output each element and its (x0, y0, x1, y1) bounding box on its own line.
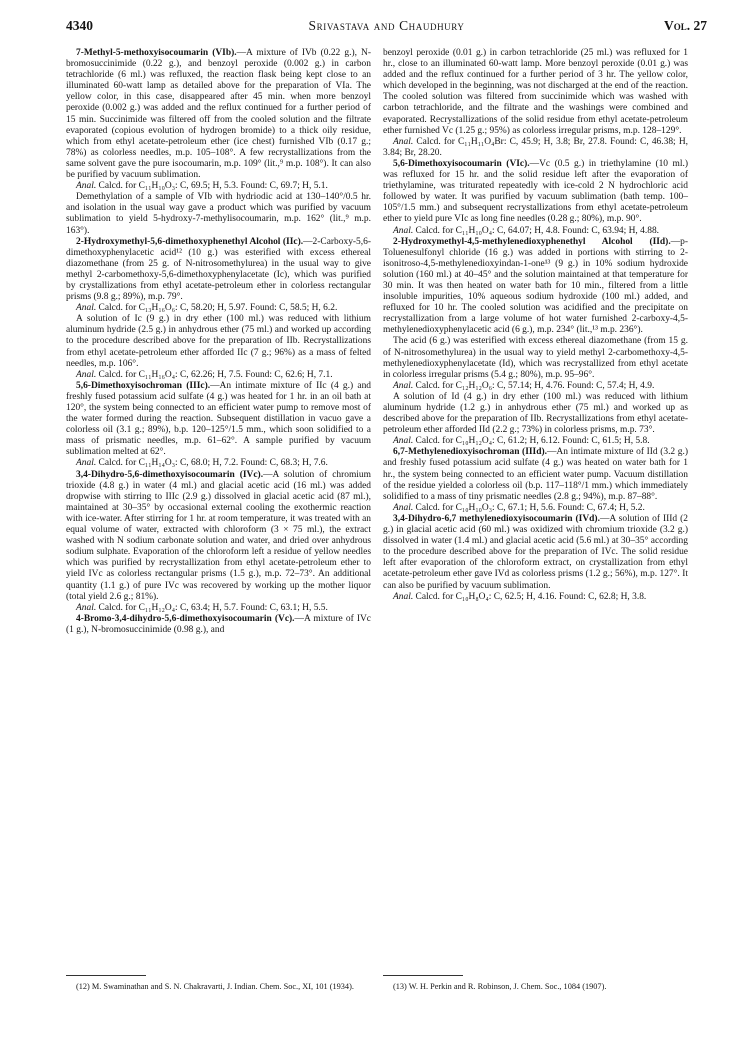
analysis-label: Anal. (76, 369, 97, 380)
section-heading: 6,7-Methylenedioxyisochroman (IIId). (393, 447, 547, 458)
analysis-label: Anal. (393, 225, 414, 236)
paragraph-text: Calcd. for C₁₁H₁₆O₄: C, 62.26; H, 7.5. Found: C, 62.6; H, 7.1. (98, 369, 333, 380)
paragraph-text: benzoyl peroxide (0.01 g.) in carbon tetrachloride (25 ml.) was refluxed for 1 hr., close to an illuminated 60-watt lamp. More benzoyl peroxide (0.01 g.) was added and the reflux continued for a further period of 3 hr. The yellow color, which developed in the beginning, was not discharged at the end of the reaction. The cooled solution was filtered from succinimide which was washed with carbon tetrachloride, and the filtrate and the washings were combined and evaporated. Recrystallizations of the solid residue from ethyl acetate-petroleum ether furnished Vc (1.25 g.; 95%) as colorless irregular prisms, m.p. 128–129°. (383, 48, 688, 136)
paragraph-text: Calcd. for C₁₂H₁₂O₆: C, 57.14; H, 4.76. Found: C, 57.4; H, 4.9. (415, 380, 655, 391)
section-heading: 2-Hydroxymethyl-4,5-methylenedioxyphenethyl Alcohol (IId). (393, 236, 671, 247)
footnote-left (66, 982, 371, 992)
volume-label: Vol. 27 (663, 18, 707, 33)
section-heading: 2-Hydroxymethyl-5,6-dimethoxyphenethyl Alcohol (IIc). (76, 236, 304, 247)
paragraph (383, 436, 688, 447)
paragraph (66, 614, 371, 636)
paragraph (66, 603, 371, 614)
paragraph-text: Calcd. for C₁₃H₁₆O₆: C, 58.20; H, 5.97. Found: C, 58.5; H, 6.2. (98, 303, 338, 314)
paragraph (66, 237, 371, 304)
section-heading: 5,6-Dimethoxyisochroman (IIIc). (76, 380, 211, 391)
section-heading: 3,4-Dihydro-5,6-dimethoxyisocoumarin (IVc). (76, 469, 264, 480)
paragraph (66, 303, 371, 314)
paragraph (383, 381, 688, 392)
footnote-divider (66, 975, 146, 976)
paragraph (383, 226, 688, 237)
paragraph-text: Calcd. for C₁₁H₁₄O₃: C, 68.0; H, 7.2. Found: C, 68.3; H, 7.6. (98, 458, 328, 469)
paragraph (66, 370, 371, 381)
analysis-label: Anal. (393, 502, 414, 513)
paragraph-text: Calcd. for C₁₀H₁₀O₃: C, 67.1; H, 5.6. Found: C, 67.4; H, 5.2. (415, 502, 645, 513)
paragraph (383, 159, 688, 226)
section-heading: 7-Methyl-5-methoxyisocoumarin (VIb). (76, 48, 237, 58)
paragraph-text: —p-Toluenesulfonyl chloride (16 g.) was added in portions with stirring to 2-isonitroso-4,5-methylenedioxyindan-1-one¹³ (9 g.) in 10% sodium hydroxide solution (160 ml.) at 40–45° and the solution maintained at that temperature for 30 min. It was then heated on water bath for 10 min., filtered from a little insoluble impurities, 10% aqueous sodium hydroxide (100 ml.) added, and refluxed for 10 hr. The cooled solution was acidified and the precipitate on recrystallization from a large volume of hot water furnished 2-carboxy-4,5-methylenedioxyphenylacetic acid (6 g.), m.p. 234° (lit.,¹³ m.p. 236°). (383, 236, 688, 336)
paragraph-text: Demethylation of a sample of VIb with hydriodic acid at 130–140°/0.5 hr. and isolation in the usual way gave a product which was purified by vacuum sublimation to yield 5-hydroxy-7-methylisocoumarin, m.p. 162° (lit.,⁹ m.p. 163°). (66, 192, 371, 236)
paragraph (383, 392, 688, 436)
footnote-12: (12) M. Swaminathan and S. N. Chakravarti, J. Indian. Chem. Soc., XI, 101 (1934). (76, 982, 354, 991)
paragraph (383, 237, 688, 337)
paragraph (66, 381, 371, 459)
paragraph-text: Calcd. for C₁₁H₁₂O₄: C, 63.4; H, 5.7. Found: C, 63.1; H, 5.5. (98, 602, 328, 613)
analysis-label: Anal. (76, 602, 97, 613)
right-column (383, 48, 688, 603)
paragraph-text: —2-Carboxy-5,6-dimethoxyphenylacetic acid¹² (10 g.) was esterified with excess ethereal diazomethane (from 25 g. of N-nitrosomethylurea) in the usual way to give methyl 2-carbomethoxy-5,6-dimethoxyphenylacetate (Ic), which was purified by crystallizations from ethyl acetate-petroleum ether in colorless rectangular prisms (9.8 g.; 89%), m.p. 79°. (66, 236, 371, 303)
paragraph-text: Calcd. for C₁₀H₈O₄: C, 62.5; H, 4.16. Found: C, 62.8; H, 3.8. (415, 591, 647, 602)
paragraph-text: Calcd. for C₁₁H₁₀O₄: C, 64.07; H, 4.8. Found: C, 63.94; H, 4.88. (415, 225, 660, 236)
page-number: 4340 (66, 18, 93, 33)
paragraph (66, 192, 371, 236)
paragraph-text: —A solution of chromium trioxide (4.8 g.) in water (4 ml.) and glacial acetic acid (16 ml.) was added dropwise with stirring to IIIc (2.9 g.) dissolved in glacial acetic acid (87 ml.), maintained at 30–35° by occasional external cooling the exothermic reaction with ice-water. After stirring for 1 hr. at room temperature, it was treated with an equal volume of water, extracted with chloroform (3 × 75 ml.), the extract washed with N sodium carbonate solution and water, and dried over anhydrous sodium sulphate. Evaporation of the chloroform left a residue of yellow needles which was purified by recrystallization from ethyl acetate-petroleum ether to yield IVc as colorless rectangular prisms (1.5 g.), m.p. 72–73°. An additional quantity (1.1 g.) of pure IVc was recovered by working up the mother liquor (total yield 2.6 g.; 81%). (66, 469, 371, 602)
running-title: Srivastava and Chaudhury (308, 18, 465, 33)
paragraph (66, 48, 371, 181)
footnote-13: (13) W. H. Perkin and R. Robinson, J. Chem. Soc., 1084 (1907). (393, 982, 607, 991)
paragraph (66, 470, 371, 603)
paragraph (66, 314, 371, 369)
analysis-label: Anal. (76, 303, 97, 314)
paragraph (66, 181, 371, 192)
analysis-label: Anal. (393, 591, 414, 602)
paragraph-text: —An intimate mixture of IId (3.2 g.) and freshly fused potassium acid sulfate (4 g.) was heated on water bath for 1 hr., the system being connected to an efficient water pump. Vacuum distillation of the residue yielded a colorless oil (b.p. 117–118°/1 mm.) which immediately solidified to a mass of tiny prismatic needles (2.8 g.; 94%), m.p. 87–88°. (383, 447, 688, 502)
paragraph-text: Calcd. for C₁₁H₁₁O₄Br: C, 45.9; H, 3.8; Br, 27.8. Found: C, 46.38; H, 3.84; Br, 28.20. (383, 136, 688, 158)
analysis-label: Anal. (393, 380, 414, 391)
paragraph-text: The acid (6 g.) was esterified with excess ethereal diazomethane (from 15 g. of N-nitrosomethylurea) in the usual way to yield methyl 2-carbomethoxy-4,5-methylenedioxyphenylacetate (Id), which was recrystallized from ethyl acetate in colorless irregular prisms (5.4 g.; 80%), m.p. 95–96°. (383, 336, 688, 380)
paragraph (383, 137, 688, 159)
section-heading: 5,6-Dimethoxyisocoumarin (VIc). (393, 158, 530, 169)
footnote-divider (383, 975, 463, 976)
paragraph (383, 336, 688, 380)
section-heading: 3,4-Dihydro-6,7 methylenedioxyisocoumarin (IVd). (393, 513, 600, 524)
paragraph-text: —An intimate mixture of IIc (4 g.) and freshly fused potassium acid sulfate (4 g.) was heated for 1 hr. in an oil bath at 120°, the system being connected to an efficient water pump to remove most of the water formed during the reaction. Subsequent distillation in vacuo gave a colorless oil (3.1 g.; 89%), b.p. 120–125°/1.5 mm., which soon solidified to a mass of prismatic needles, m.p. 61–62°. A sample purified by vacuum sublimation melted at 62°. (66, 380, 372, 458)
running-header (66, 18, 707, 36)
paragraph (66, 458, 371, 469)
analysis-label: Anal. (76, 181, 97, 192)
left-column (66, 48, 371, 636)
paragraph-text: Calcd. for C₁₁H₁₀O₃: C, 69.5; H, 5.3. Found: C, 69.7; H, 5.1. (98, 181, 328, 192)
paragraph-text: —A mixture of IVb (0.22 g.), N-bromosuccinimide (0.22 g.), and benzoyl peroxide (0.002 g.) in carbon tetrachloride (6 ml.) was refluxed, the reaction flask being kept close to an illuminated 60-watt lamp as detailed above for the preparation of VIa. The yellow color, in this case, disappeared after 45 min. when more benzoyl peroxide (0.002 g.) was added and the reflux continued for a further period of 15 min. Succinimide was filtered off from the cooled solution and the filtrate evaporated (copious evolution of hydrogen bromide) to a thick oily residue, which from ethyl acetate-petroleum ether (ice chest) furnished VIb (0.17 g.; 78%) as colorless needles, m.p. 105–108°. A few recrystallizations from the same solvent gave the pure isocoumarin, m.p. 109° (lit.,⁹ m.p. 108°). It can also be purified by vacuum sublimation. (66, 48, 372, 181)
paragraph-text: A solution of Id (4 g.) in dry ether (100 ml.) was reduced with lithium aluminum hydride (1.2 g.) in anhydrous ether (75 ml.) and worked up as described above for the preparation of IIb. Recrystallizations from ethyl acetate-petroleum ether afforded IId (2.2 g.; 73%) in colorless prisms, m.p. 73°. (383, 391, 688, 436)
paragraph-text: Calcd. for C₁₀H₁₂O₄: C, 61.2; H, 6.12. Found: C, 61.5; H, 5.8. (415, 436, 650, 447)
paragraph-text: —A solution of IIId (2 g.) in glacial acetic acid (60 ml.) was oxidized with chromium trioxide (3.2 g.) dissolved in water (1.4 ml.) and glacial acetic acid (5.6 ml.) at 30–35° according to the procedure described above for the preparation of IVc. The solid residue left after evaporation of the chloroform extract, on crystallization from ethyl acetate-petroleum ether gave IVd as colorless prisms (1.2 g.; 56%), m.p. 127°. It can also be purified by vacuum sublimation. (383, 513, 689, 591)
footnote-right (383, 982, 688, 992)
analysis-label: Anal. (393, 136, 414, 147)
paragraph-text: A solution of Ic (9 g.) in dry ether (100 ml.) was reduced with lithium aluminum hydride (2.5 g.) in anhydrous ether (75 ml.) and worked up according to the procedure described above for the preparation of IIb. Recrystallizations from ethyl acetate-petroleum ether afforded IIc (7 g.; 96%) as a mass of felted needles, m.p. 106°. (66, 314, 371, 369)
paragraph (383, 514, 688, 592)
paragraph (383, 503, 688, 514)
analysis-label: Anal. (76, 458, 97, 469)
paragraph (383, 48, 688, 137)
paragraph-text: —Vc (0.5 g.) in triethylamine (10 ml.) was refluxed for 15 hr. and the solid residue left after the evaporation of triethylamine, was triturated repeatedly with ice-cold 2 N hydrochloric acid followed by water. It was purified by vacuum sublimation (bath temp. 100–105°/1.5 mm.) and subsequent recrystallizations from ethyl acetate-petroleum ether to yield pure VIc as long fine needles (0.28 g.; 80%), m.p. 90°. (383, 158, 688, 225)
paragraph-text: —A mixture of IVc (1 g.), N-bromosuccinimide (0.98 g.), and (66, 613, 371, 635)
paragraph (383, 592, 688, 603)
paragraph (383, 447, 688, 502)
analysis-label: Anal. (393, 436, 414, 447)
section-heading: 4-Bromo-3,4-dihydro-5,6-dimethoxyisocoumarin (Vc). (76, 613, 295, 624)
